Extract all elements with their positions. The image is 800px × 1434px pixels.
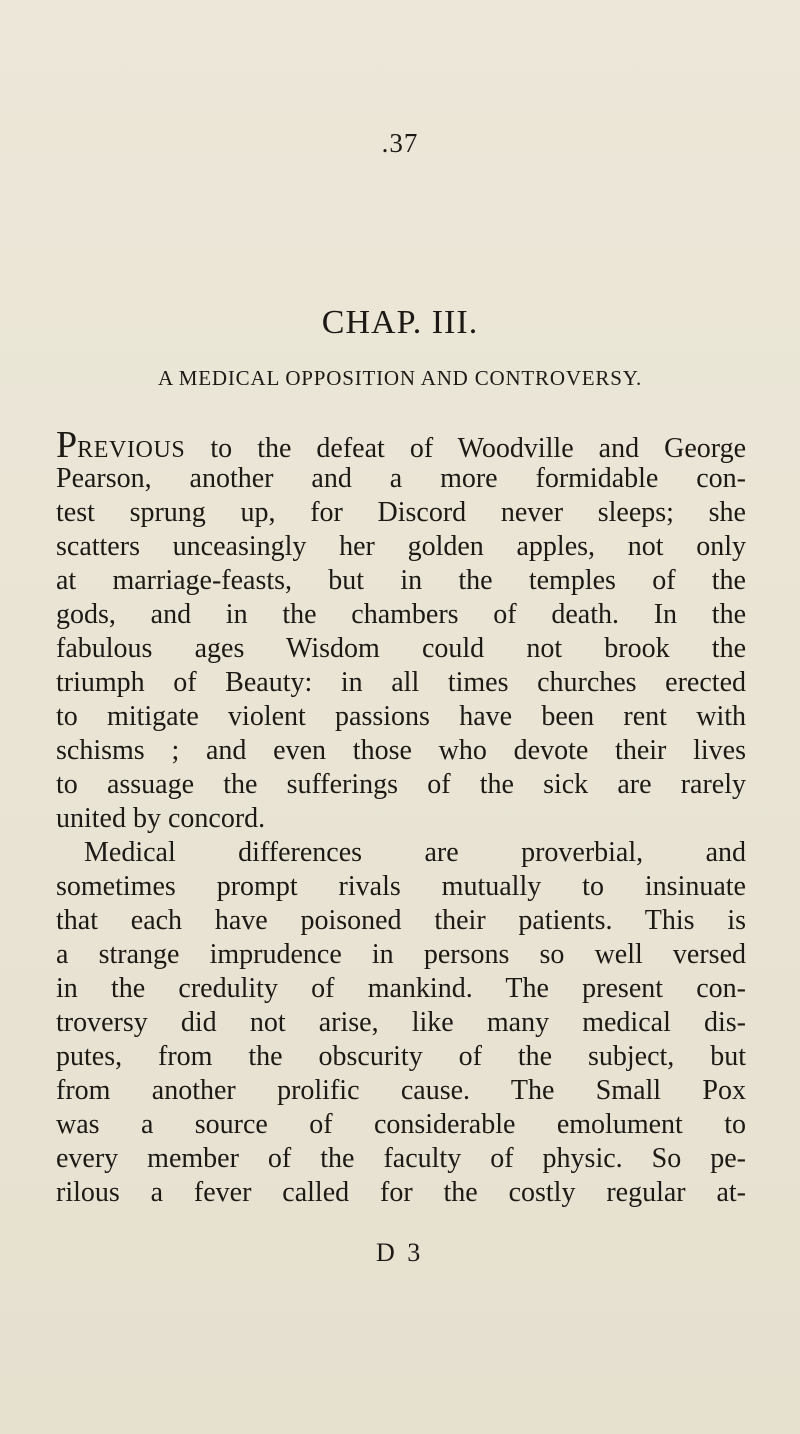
text-line: troversy did not arise, like many medical dis- (56, 1007, 746, 1038)
text-line: to mitigate violent passions have been rent with (56, 701, 746, 732)
text-line: every member of the faculty of physic. So pe- (56, 1143, 746, 1174)
text-line: in the credulity of mankind. The present con- (56, 973, 746, 1004)
text-line: Pearson, another and a more formidable con- (56, 463, 746, 494)
text-line: fabulous ages Wisdom could not brook the (56, 633, 746, 664)
text-line: triumph of Beauty: in all times churches erected (56, 667, 746, 698)
drop-cap: P (56, 424, 78, 466)
text-line: sometimes prompt rivals mutually to insinuate (56, 871, 746, 902)
chapter-subtitle: A MEDICAL OPPOSITION AND CONTROVERSY. (157, 366, 643, 390)
first-line-rest: to the defeat of Woodville and George (185, 433, 746, 464)
text-line: that each have poisoned their patients. This is (56, 905, 746, 936)
text-line: scatters unceasingly her golden apples, not only (56, 531, 746, 562)
small-caps-word: REVIOUS (77, 437, 186, 463)
text-line-first (56, 424, 746, 466)
text-line: at marriage-feasts, but in the temples of the (56, 565, 746, 596)
chapter-title: CHAP. III. (321, 304, 479, 341)
text-line: schisms ; and even those who devote their lives (56, 735, 746, 766)
text-line: test sprung up, for Discord never sleeps; she (56, 497, 746, 528)
text-line: putes, from the obscurity of the subject, but (56, 1041, 746, 1072)
page-number: .37 (381, 128, 419, 158)
text-line-paragraph-start: Medical differences are proverbial, and (84, 837, 746, 868)
text-line: from another prolific cause. The Small Pox (56, 1075, 746, 1106)
text-line: rilous a fever called for the costly regular at- (56, 1177, 746, 1208)
body-text (56, 424, 746, 1210)
text-line: to assuage the sufferings of the sick are rarely (56, 769, 746, 800)
text-line: a strange imprudence in persons so well versed (56, 939, 746, 970)
text-line: gods, and in the chambers of death. In the (56, 599, 746, 630)
signature-mark: D 3 (376, 1238, 424, 1267)
text-line-paragraph-end: united by concord. (56, 803, 266, 834)
text-line: was a source of considerable emolument to (56, 1109, 746, 1140)
